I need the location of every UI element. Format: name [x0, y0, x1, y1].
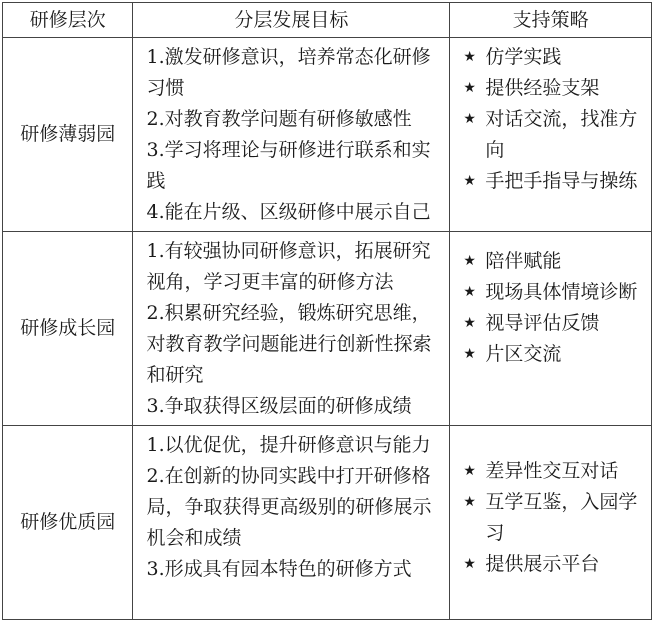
star-icon: ★: [463, 315, 476, 331]
level-cell: 研修薄弱园: [3, 38, 133, 232]
star-icon: ★: [463, 494, 476, 510]
goal-item: 3.学习将理论与研修进行联系和实践: [146, 139, 431, 192]
strategies-cell: [450, 232, 652, 426]
goal-item: 1.以优促优，提升研修意识与能力: [146, 434, 431, 456]
goal-item: 2.在创新的协同实践中打开研修格局，争取获得更高级别的研修展示机会和成绩: [146, 465, 432, 549]
star-icon: ★: [463, 346, 476, 362]
goal-item: 4.能在片级、区级研修中展示自己: [146, 201, 431, 223]
goals-cell: [133, 38, 450, 232]
strategies-cell: [450, 38, 652, 232]
goal-item: 2.积累研究经验，锻炼研究思维，对教育教学问题能进行创新性探索和研究: [146, 302, 432, 386]
goal-item: 2.对教育教学问题有研修敏感性: [146, 108, 412, 130]
header-strategies: 支持策略: [450, 3, 652, 38]
level-cell: 研修成长园: [3, 232, 133, 426]
header-goals: 分层发展目标: [133, 3, 450, 38]
strategy-item: ★ 陪伴赋能: [463, 246, 645, 277]
star-icon: ★: [463, 111, 476, 127]
goal-item: 1.有较强协同研修意识，拓展研究视角，学习更丰富的研修方法: [146, 240, 431, 293]
star-icon: ★: [463, 556, 476, 572]
strategy-item: ★ 片区交流: [463, 339, 645, 370]
header-level: 研修层次: [3, 3, 133, 38]
goals-cell: [133, 426, 450, 620]
strategy-item: ★ 现场具体情境诊断: [463, 277, 645, 308]
star-icon: ★: [463, 284, 476, 300]
strategy-item: ★ 差异性交互对话: [463, 456, 645, 487]
goals-cell: [133, 232, 450, 426]
table-row: [3, 426, 652, 620]
strategy-item: ★ 提供经验支架: [463, 73, 645, 104]
star-icon: ★: [463, 49, 476, 65]
star-icon: ★: [463, 253, 476, 269]
strategy-table: [2, 2, 652, 620]
strategy-item: ★ 视导评估反馈: [463, 308, 645, 339]
level-cell: 研修优质园: [3, 426, 133, 620]
header-row: [3, 3, 652, 38]
goal-item: 1.激发研修意识，培养常态化研修习惯: [146, 46, 431, 99]
goal-item: 3.形成具有园本特色的研修方式: [146, 558, 412, 580]
star-icon: ★: [463, 173, 476, 189]
strategy-item: ★ 仿学实践: [463, 42, 645, 73]
star-icon: ★: [463, 80, 476, 96]
strategy-item: ★ 对话交流，找准方向: [463, 104, 645, 166]
strategies-cell: [450, 426, 652, 620]
strategy-item: ★ 手把手指导与操练: [463, 166, 645, 197]
goal-item: 3.争取获得区级层面的研修成绩: [146, 395, 412, 417]
star-icon: ★: [463, 463, 476, 479]
table-row: [3, 38, 652, 232]
strategy-item: ★ 提供展示平台: [463, 549, 645, 580]
strategy-item: ★ 互学互鉴，入园学习: [463, 487, 645, 549]
table-row: [3, 232, 652, 426]
